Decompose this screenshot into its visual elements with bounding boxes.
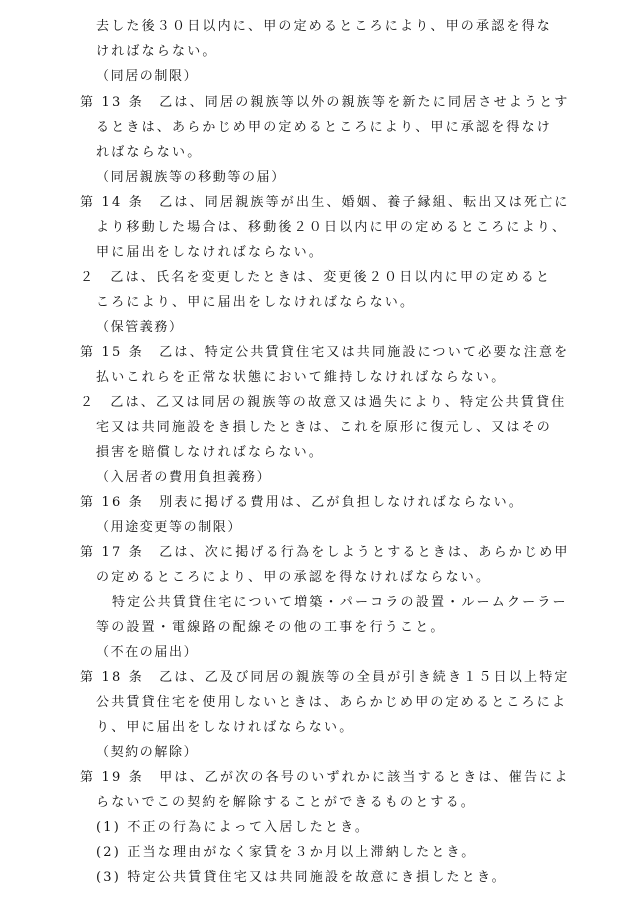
list-item: (2) 正当な理由がなく家賃を３か月以上滞納したとき。 <box>96 845 477 860</box>
list-item: (1) 不正の行為によって入居したとき。 <box>96 820 371 835</box>
indented-text: 特定公共賃貸住宅について増築・パーコラの設置・ルームクーラー <box>112 595 568 610</box>
section-heading: （同居の制限） <box>96 69 199 84</box>
list-item: (3) 特定公共賃貸住宅又は共同施設を故意にき損したとき。 <box>96 870 507 885</box>
text-line: の定めるところにより、甲の承認を得なければならない。 <box>96 570 492 585</box>
article-19: 第 19 条 甲は、乙が次の各号のいずれかに該当するときは、催告によ <box>80 770 570 785</box>
section-heading: （契約の解除） <box>96 745 199 760</box>
text-line: らないでこの契約を解除することができるものとする。 <box>96 795 477 810</box>
text-line: るときは、あらかじめ甲の定めるところにより、甲に承認を得なけ <box>96 120 553 135</box>
article-16: 第 16 条 別表に掲げる費用は、乙が負担しなければならない。 <box>80 495 525 510</box>
article-17: 第 17 条 乙は、次に掲げる行為をしようとするときは、あらかじめ甲 <box>80 545 570 560</box>
section-heading: （用途変更等の制限） <box>96 520 243 535</box>
article-14: 第 14 条 乙は、同居親族等が出生、婚姻、養子縁組、転出又は死亡に <box>80 195 570 210</box>
text-line: 甲に届出をしなければならない。 <box>96 245 325 260</box>
text-line: ころにより、甲に届出をしなければならない。 <box>96 295 416 310</box>
text-line: 損害を賠償しなければならない。 <box>96 445 325 460</box>
text-line: 公共賃貸住宅を使用しないときは、あらかじめ甲の定めるところによ <box>96 695 568 710</box>
section-heading: （不在の届出） <box>96 645 199 660</box>
text-line: 払いこれらを正常な状態において維持しなければならない。 <box>96 370 507 385</box>
section-heading: （同居親族等の移動等の届） <box>96 170 286 185</box>
text-line: ければならない。 <box>96 44 218 59</box>
text-line: 去した後３０日以内に、甲の定めるところにより、甲の承認を得な <box>96 19 553 34</box>
article-15: 第 15 条 乙は、特定公共賃貸住宅又は共同施設について必要な注意を <box>80 345 570 360</box>
text-line: 宅又は共同施設をき損したときは、これを原形に復元し、又はその <box>96 420 553 435</box>
article-18: 第 18 条 乙は、乙及び同居の親族等の全員が引き続き１５日以上特定 <box>80 670 570 685</box>
text-line: 等の設置・電線路の配線その他の工事を行うこと。 <box>96 620 446 635</box>
paragraph-2: ２ 乙は、乙又は同居の親族等の故意又は過失により、特定公共賃貸住 <box>80 395 567 410</box>
paragraph-2: ２ 乙は、氏名を変更したときは、変更後２０日以内に甲の定めると <box>80 270 552 285</box>
text-line: り、甲に届出をしなければならない。 <box>96 720 355 735</box>
section-heading: （入居者の費用負担義務） <box>96 470 272 485</box>
section-heading: （保管義務） <box>96 320 184 335</box>
text-line: ればならない。 <box>96 145 203 160</box>
text-line: より移動した場合は、移動後２０日以内に甲の定めるところにより、 <box>96 220 568 235</box>
article-13: 第 13 条 乙は、同居の親族等以外の親族等を新たに同居させようとす <box>80 95 570 110</box>
